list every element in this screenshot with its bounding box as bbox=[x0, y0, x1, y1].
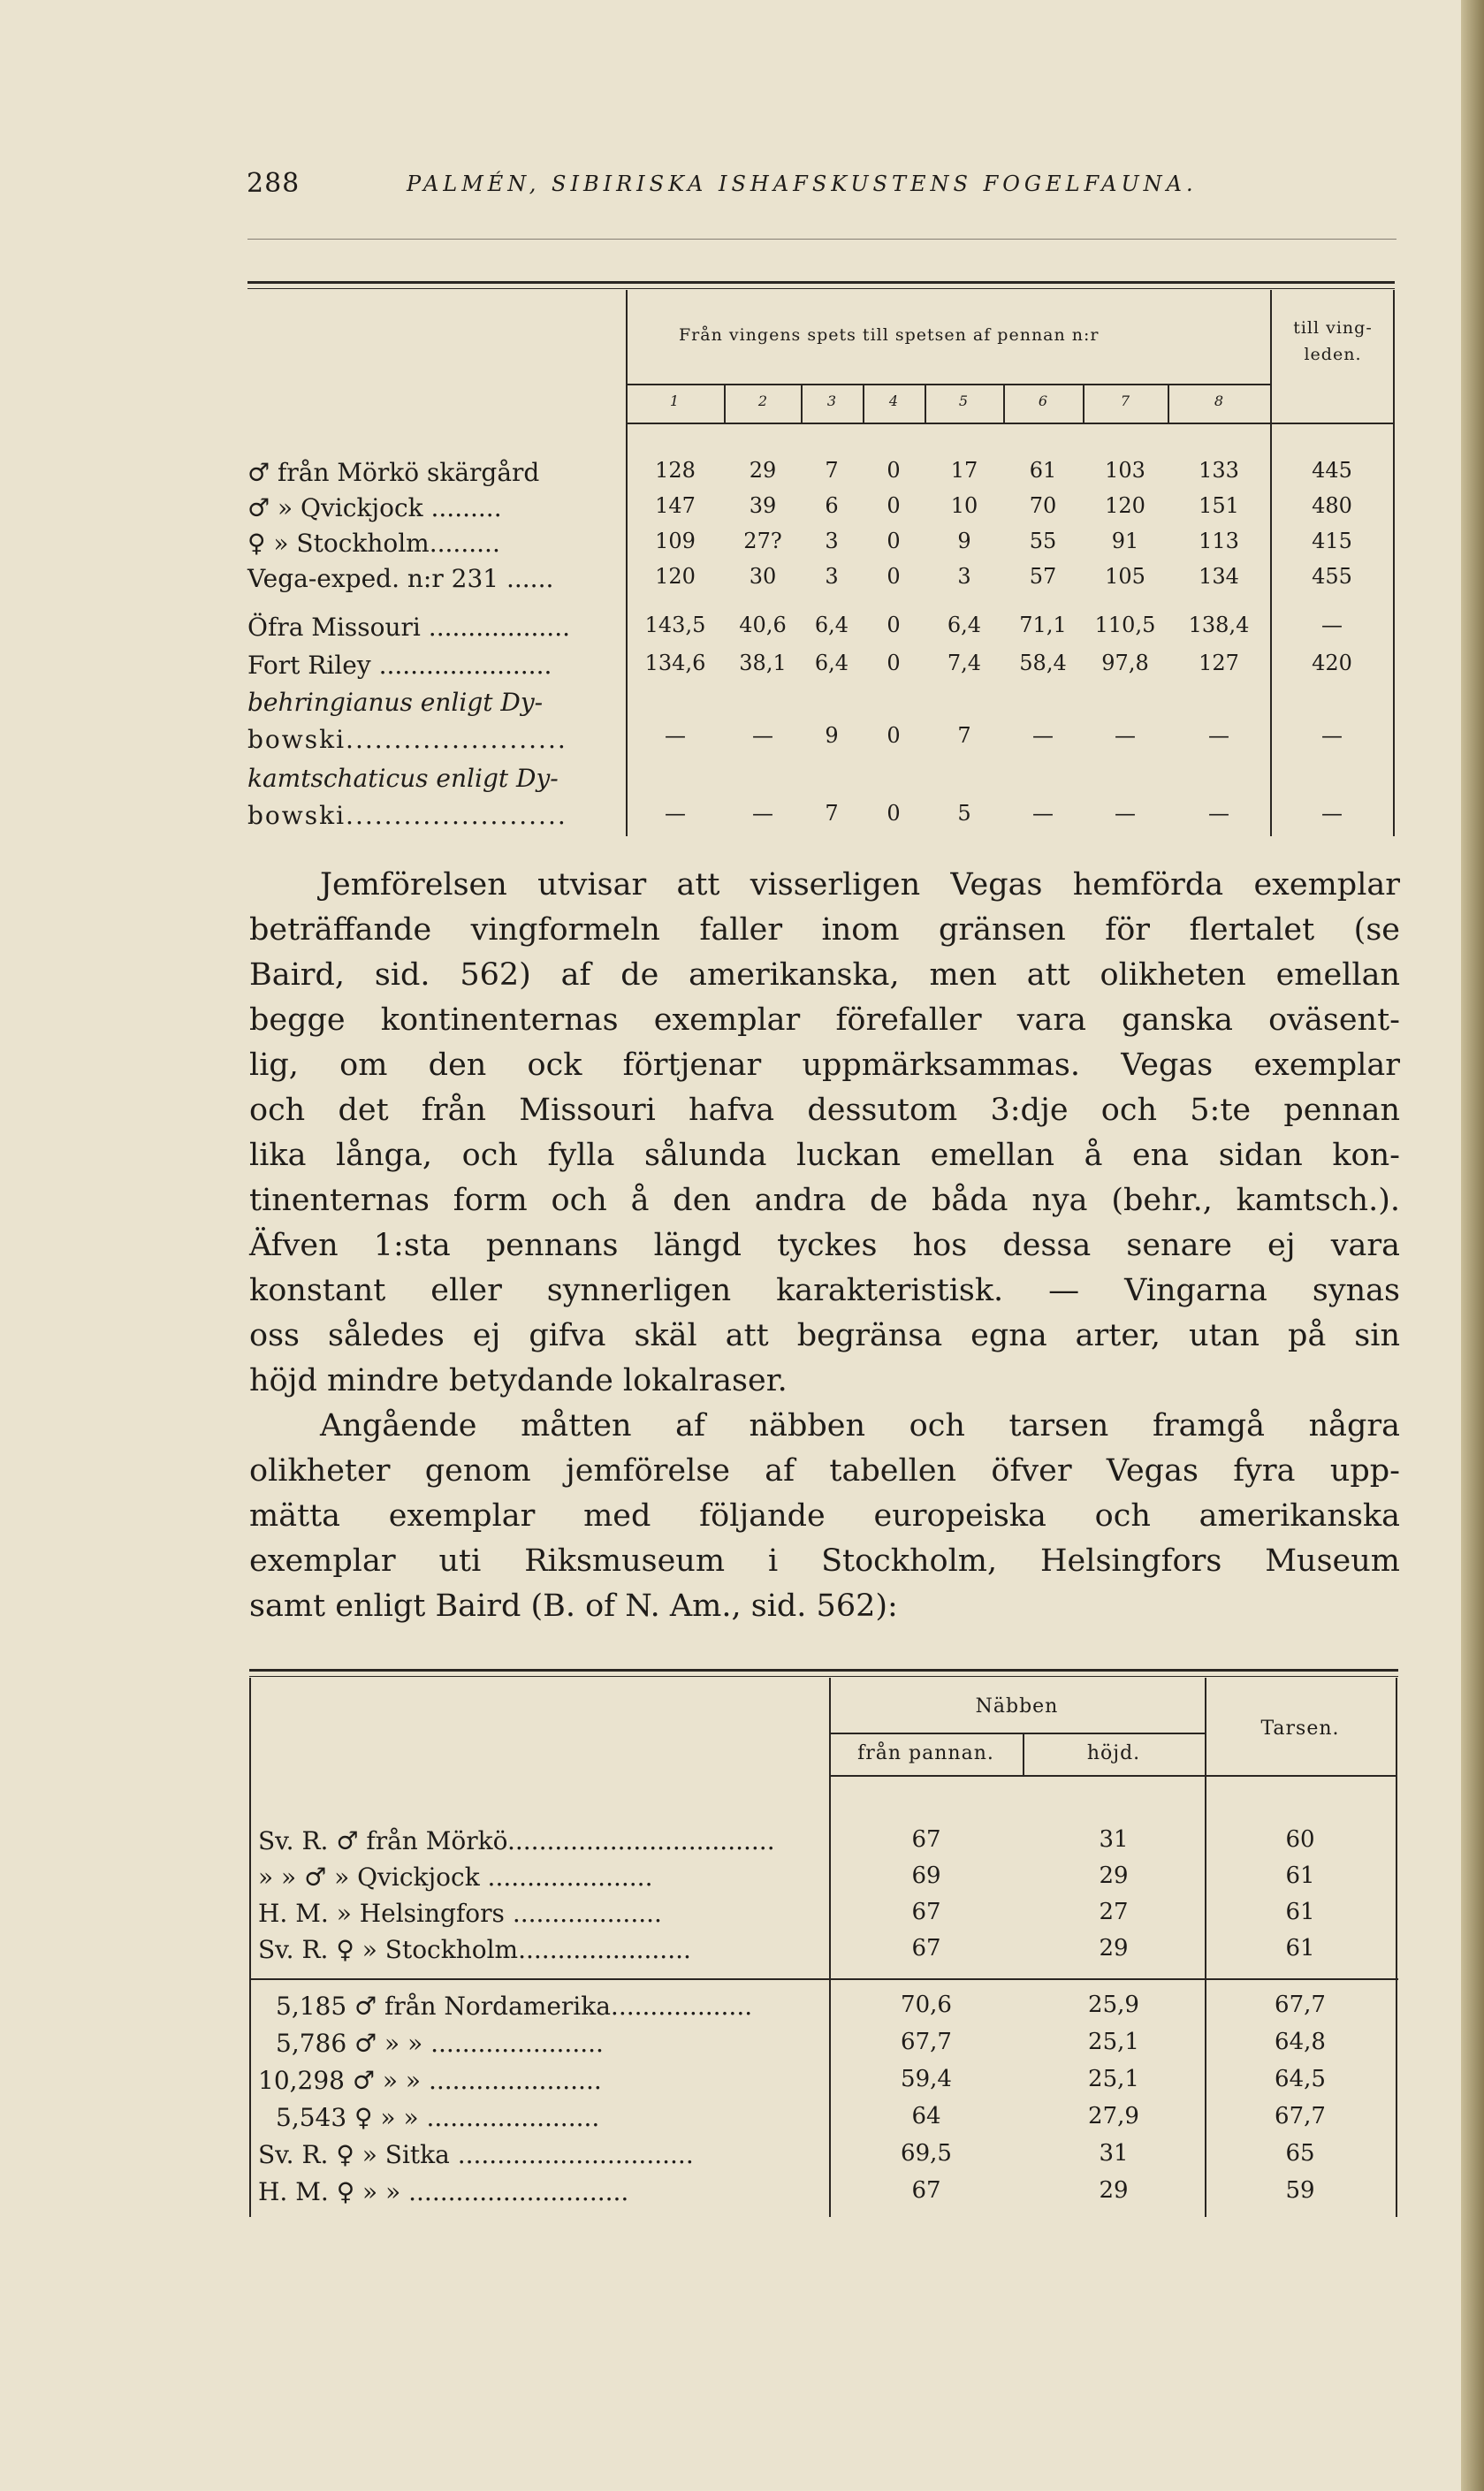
table-cell: 70 bbox=[1029, 493, 1057, 518]
right-border bbox=[1396, 1678, 1397, 2217]
hojd-heading: höjd. bbox=[1086, 1742, 1141, 1764]
table-cell: 71,1 bbox=[1019, 613, 1067, 637]
table-cell: 134 bbox=[1199, 564, 1239, 589]
table-cell: — bbox=[1115, 801, 1136, 826]
col-number: 3 bbox=[826, 392, 837, 409]
table-cell: 6 bbox=[825, 493, 839, 518]
table-cell: 58,4 bbox=[1019, 651, 1067, 675]
text-line: Baird, sid. 562) af de amerikanska, men att olikheten emellan bbox=[249, 957, 1400, 993]
row-label: 5,786 ♂ » » ...................... bbox=[276, 2029, 604, 2058]
table-cell: 143,5 bbox=[644, 613, 706, 637]
table-cell: 60 bbox=[1285, 1826, 1315, 1853]
text-line: konstant eller synnerligen karakteristisk. — Vingarna synas bbox=[249, 1273, 1400, 1308]
header-rule bbox=[247, 239, 1396, 240]
row-label: Sv. R. ♀ » Sitka .............................. bbox=[258, 2140, 694, 2169]
table-cell: — bbox=[1032, 801, 1054, 826]
table-cell: 109 bbox=[655, 529, 696, 553]
row-label: » » ♂ » Qvickjock ..................... bbox=[258, 1863, 653, 1892]
table-cell: 59,4 bbox=[901, 2066, 952, 2092]
row-label: 10,298 ♂ » » ...................... bbox=[258, 2066, 602, 2095]
table-cell: — bbox=[752, 723, 773, 748]
table-cell: 67 bbox=[911, 1826, 941, 1853]
table-cell: — bbox=[1032, 723, 1054, 748]
row-label-line2: bowski....................... bbox=[247, 725, 567, 754]
row-label-line2: bowski....................... bbox=[247, 801, 567, 830]
table-cell: 127 bbox=[1199, 651, 1239, 675]
table-cell: 7 bbox=[957, 723, 971, 748]
table-cell: 67,7 bbox=[901, 2029, 952, 2055]
table-cell: 6,4 bbox=[814, 613, 849, 637]
table-cell: 67,7 bbox=[1275, 2103, 1326, 2129]
table-cell: 0 bbox=[887, 564, 901, 589]
text-line: Äfven 1:sta pennans längd tyckes hos dessa senare ej vara bbox=[249, 1228, 1400, 1263]
table-top-rule bbox=[249, 1669, 1398, 1672]
wing-formula-table bbox=[247, 281, 1395, 836]
text-line: Angående måtten af näbben och tarsen framgå några bbox=[320, 1408, 1400, 1444]
table-cell: 0 bbox=[887, 651, 901, 675]
table-cell: 120 bbox=[1105, 493, 1145, 518]
table-cell: 134,6 bbox=[644, 651, 706, 675]
page-header bbox=[0, 168, 1484, 212]
col-number: 1 bbox=[669, 392, 680, 409]
col-number: 5 bbox=[958, 392, 969, 409]
table-cell: 455 bbox=[1312, 564, 1352, 589]
table-cell: 110,5 bbox=[1094, 613, 1156, 637]
row-label: Sv. R. ♂ från Mörkö.................................. bbox=[258, 1826, 775, 1855]
table-cell: 103 bbox=[1105, 458, 1145, 483]
table-cell: — bbox=[1115, 723, 1136, 748]
text-line: höjd mindre betydande lokalraser. bbox=[249, 1363, 788, 1398]
table-cell: 55 bbox=[1029, 529, 1057, 553]
table-cell: 420 bbox=[1312, 651, 1352, 675]
table-cell: 29 bbox=[1099, 1935, 1129, 1962]
row-label: H. M. ♀ » » ............................ bbox=[258, 2177, 629, 2206]
col-divider bbox=[724, 384, 726, 423]
table-cell: 27,9 bbox=[1088, 2103, 1139, 2129]
text-line: samt enligt Baird (B. of N. Am., sid. 562): bbox=[249, 1588, 898, 1624]
table-cell: 6,4 bbox=[814, 651, 849, 675]
table-cell: 151 bbox=[1199, 493, 1239, 518]
table-cell: 133 bbox=[1199, 458, 1239, 483]
table-cell: 7 bbox=[825, 458, 839, 483]
header-underline bbox=[626, 384, 1270, 385]
table-top-rule-thin bbox=[247, 288, 1395, 289]
table-cell: 0 bbox=[887, 458, 901, 483]
table-cell: 0 bbox=[887, 801, 901, 826]
table-cell: — bbox=[665, 723, 686, 748]
table-cell: 10 bbox=[950, 493, 978, 518]
table-cell: 61 bbox=[1285, 1935, 1315, 1962]
table-cell: — bbox=[1321, 613, 1343, 637]
col-number: 2 bbox=[757, 392, 768, 409]
table-cell: 0 bbox=[887, 723, 901, 748]
table-cell: 31 bbox=[1099, 2140, 1129, 2167]
nabben-heading: Näbben bbox=[975, 1695, 1059, 1718]
table-cell: 445 bbox=[1312, 458, 1352, 483]
table-cell: 69 bbox=[911, 1863, 941, 1889]
table-cell: 113 bbox=[1199, 529, 1239, 553]
table-cell: 67 bbox=[911, 1899, 941, 1925]
table-cell: — bbox=[752, 801, 773, 826]
table-cell: 7 bbox=[825, 801, 839, 826]
table-cell: 5 bbox=[957, 801, 971, 826]
table-cell: — bbox=[1208, 723, 1229, 748]
table-cell: 9 bbox=[825, 723, 839, 748]
column-group-heading: Från vingens spets till spetsen af pennan n:r bbox=[679, 325, 1100, 345]
page-number: 288 bbox=[247, 168, 301, 199]
col-number: 4 bbox=[888, 392, 899, 409]
table-cell: 120 bbox=[655, 564, 696, 589]
row-label: ♂ från Mörkö skärgård bbox=[247, 458, 540, 487]
tarsen-heading: Tarsen. bbox=[1260, 1718, 1340, 1740]
row-label: Öfra Missouri .................. bbox=[247, 613, 570, 642]
text-line: olikheter genom jemförelse af tabellen öfver Vegas fyra upp- bbox=[249, 1453, 1400, 1489]
right-border bbox=[1393, 290, 1395, 836]
text-line: oss således ej gifva skäl att begränsa egna arter, utan på sin bbox=[249, 1318, 1400, 1353]
row-label-line1: kamtschaticus enligt Dy- bbox=[247, 764, 559, 793]
table-cell: 3 bbox=[825, 564, 839, 589]
table-cell: 40,6 bbox=[739, 613, 787, 637]
table-cell: 17 bbox=[950, 458, 978, 483]
row-label: Vega-exped. n:r 231 ...... bbox=[247, 564, 554, 593]
row-label: 5,185 ♂ från Nordamerika.................. bbox=[276, 1992, 753, 2021]
body-text bbox=[249, 863, 1400, 1629]
table-cell: 69,5 bbox=[901, 2140, 952, 2167]
text-line: exemplar uti Riksmuseum i Stockholm, Helsingfors Museum bbox=[249, 1543, 1400, 1579]
last-column-divider bbox=[1270, 290, 1272, 836]
header-bottom-rule bbox=[829, 1775, 1396, 1777]
table-cell: 61 bbox=[1285, 1863, 1315, 1889]
table-cell: 64,5 bbox=[1275, 2066, 1326, 2092]
table-cell: 7,4 bbox=[947, 651, 982, 675]
table-cell: 67 bbox=[911, 2177, 941, 2204]
table-cell: 3 bbox=[957, 564, 971, 589]
left-border bbox=[249, 1678, 251, 2217]
table-cell: 147 bbox=[655, 493, 696, 518]
table-cell: 0 bbox=[887, 613, 901, 637]
table-cell: 29 bbox=[1099, 2177, 1129, 2204]
text-line: beträffande vingformeln faller inom gränsen för flertalet (se bbox=[249, 912, 1400, 948]
col-number: 6 bbox=[1038, 392, 1048, 409]
table-cell: — bbox=[1321, 723, 1343, 748]
table-cell: — bbox=[665, 801, 686, 826]
row-label: ♀ » Stockholm......... bbox=[247, 529, 500, 558]
table-cell: 105 bbox=[1105, 564, 1145, 589]
row-label: Fort Riley ...................... bbox=[247, 651, 552, 680]
table-cell: 0 bbox=[887, 493, 901, 518]
col-divider bbox=[1083, 384, 1084, 423]
col-divider bbox=[1003, 384, 1005, 423]
table-cell: 29 bbox=[749, 458, 777, 483]
table-cell: 415 bbox=[1312, 529, 1352, 553]
text-line: mätta exemplar med följande europeiska och amerikanska bbox=[249, 1498, 1400, 1534]
table-cell: 31 bbox=[1099, 1826, 1129, 1853]
text-line: begge kontinenternas exemplar förefaller vara ganska oväsent- bbox=[249, 1002, 1400, 1038]
table-cell: 128 bbox=[655, 458, 696, 483]
table-top-rule bbox=[247, 281, 1395, 284]
table-cell: 6,4 bbox=[947, 613, 982, 637]
table-cell: 27? bbox=[743, 529, 782, 553]
col-number: 7 bbox=[1120, 392, 1130, 409]
label-column-divider bbox=[626, 290, 628, 836]
table-cell: 480 bbox=[1312, 493, 1352, 518]
row-label-line1: behringianus enligt Dy- bbox=[247, 688, 544, 717]
table-cell: 64 bbox=[911, 2103, 941, 2129]
col-divider bbox=[1168, 384, 1169, 423]
table-cell: 57 bbox=[1029, 564, 1057, 589]
running-title: PALMÉN, SIBIRISKA ISHAFSKUSTENS FOGELFAUNA. bbox=[407, 171, 1198, 196]
table-cell: 29 bbox=[1099, 1863, 1129, 1889]
table-cell: 59 bbox=[1285, 2177, 1315, 2204]
last-column-heading: till ving-leden. bbox=[1293, 318, 1373, 364]
table-cell: 61 bbox=[1029, 458, 1057, 483]
row-label: Sv. R. ♀ » Stockholm...................... bbox=[258, 1935, 691, 1964]
fran-pannan-heading: från pannan. bbox=[857, 1742, 994, 1764]
header-bottom-rule bbox=[626, 423, 1395, 424]
text-line: Jemförelsen utvisar att visserligen Vegas hemförda exemplar bbox=[320, 867, 1400, 903]
tarsen-column-divider bbox=[1205, 1678, 1206, 2217]
page-edge bbox=[1461, 0, 1484, 2491]
group-separator bbox=[249, 1978, 1398, 1980]
text-line: tinenternas form och å den andra de båda nya (behr., kamtsch.). bbox=[249, 1183, 1400, 1218]
row-label: ♂ » Qvickjock ......... bbox=[247, 493, 502, 522]
table-cell: 39 bbox=[749, 493, 777, 518]
table-cell: 3 bbox=[825, 529, 839, 553]
table-cell: 61 bbox=[1285, 1899, 1315, 1925]
text-line: lika långa, och fylla sålunda luckan emellan å ena sidan kon- bbox=[249, 1138, 1400, 1173]
table-cell: 91 bbox=[1111, 529, 1139, 553]
table-cell: 97,8 bbox=[1101, 651, 1149, 675]
table-cell: 138,4 bbox=[1188, 613, 1250, 637]
table-cell: 0 bbox=[887, 529, 901, 553]
table-cell: 25,9 bbox=[1088, 1992, 1139, 2018]
col-number: 8 bbox=[1214, 392, 1224, 409]
table-cell: 65 bbox=[1285, 2140, 1315, 2167]
table-cell: 9 bbox=[957, 529, 971, 553]
table-cell: 67,7 bbox=[1275, 1992, 1326, 2018]
nabben-underline bbox=[829, 1733, 1205, 1734]
text-line: lig, om den ock förtjenar uppmärksammas. Vegas exemplar bbox=[249, 1047, 1400, 1083]
table-cell: 30 bbox=[749, 564, 777, 589]
table-cell: 67 bbox=[911, 1935, 941, 1962]
table-cell: 25,1 bbox=[1088, 2066, 1139, 2092]
bill-tarsus-table bbox=[249, 1669, 1398, 2217]
table-cell: — bbox=[1208, 801, 1229, 826]
row-label: 5,543 ♀ » » ...................... bbox=[276, 2103, 600, 2132]
table-cell: — bbox=[1321, 801, 1343, 826]
row-label: H. M. » Helsingfors ................... bbox=[258, 1899, 662, 1928]
table-cell: 25,1 bbox=[1088, 2029, 1139, 2055]
table-cell: 64,8 bbox=[1275, 2029, 1326, 2055]
text-line: och det från Missouri hafva dessutom 3:dje och 5:te pennan bbox=[249, 1093, 1400, 1128]
table-cell: 27 bbox=[1099, 1899, 1129, 1925]
table-cell: 38,1 bbox=[739, 651, 787, 675]
table-top-rule-thin bbox=[249, 1676, 1398, 1677]
table-cell: 70,6 bbox=[901, 1992, 952, 2018]
